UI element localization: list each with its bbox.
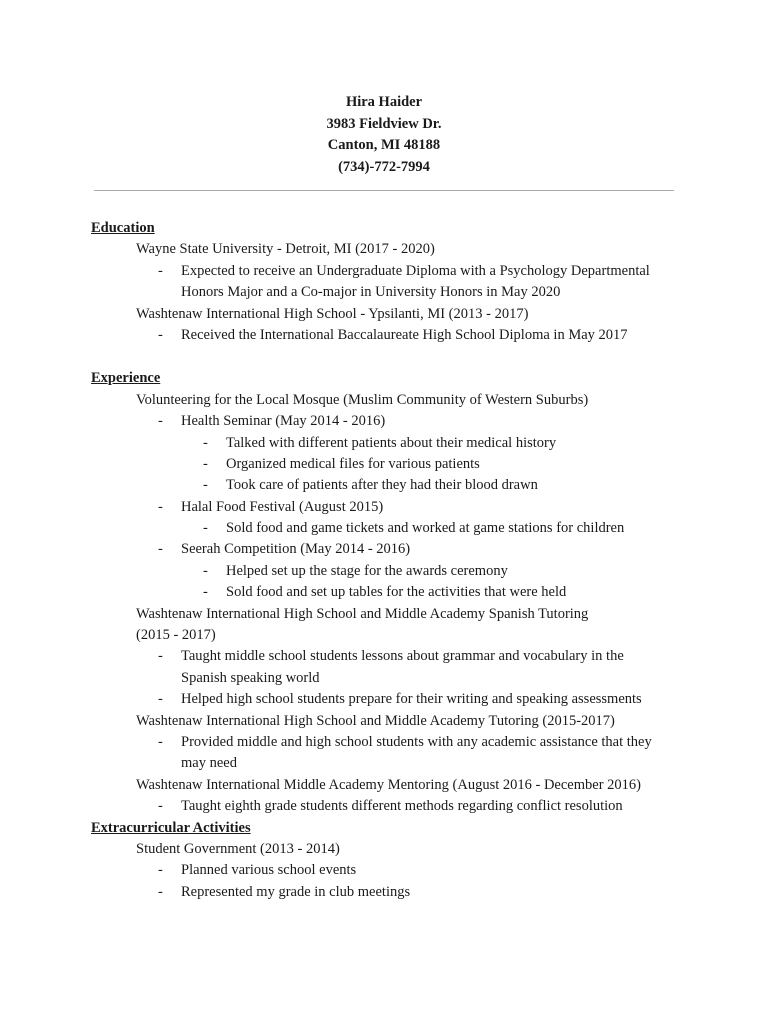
list-item: - Represented my grade in club meetings (0, 882, 768, 903)
bullet-dash: - (158, 798, 163, 815)
bullet-dash: - (203, 455, 208, 472)
sub-list-item: - Sold food and game tickets and worked at game stations for children (0, 518, 768, 539)
applicant-name: Hira Haider (345, 94, 423, 110)
list-item: - Provided middle and high school students with any academic assistance that they (0, 732, 768, 753)
experience-entry-tutoring: Washtenaw International High School and Middle Academy Tutoring (2015-2017) (136, 712, 615, 729)
sub-list-item: - Talked with different patients about their medical history (0, 433, 768, 454)
extracurricular-entry-student-government: Student Government (2013 - 2014) (136, 840, 340, 857)
bullet-dash: - (158, 498, 163, 515)
sub-list-item: - Took care of patients after they had their blood drawn (0, 475, 768, 496)
resume-body (0, 218, 768, 903)
experience-entry-spanish-tutoring-dates: (2015 - 2017) (136, 627, 216, 644)
sub-list-item: - Organized medical files for various patients (0, 454, 768, 475)
experience-entry-mosque: Volunteering for the Local Mosque (Muslim Community of Western Suburbs) (136, 391, 589, 408)
bullet-dash: - (158, 862, 163, 879)
list-item: - Taught eighth grade students different methods regarding conflict resolution (0, 796, 768, 817)
list-item-continuation: Honors Major and a Co-major in University Honors in May 2020 (181, 284, 561, 301)
education-heading: Education (91, 220, 155, 236)
list-item-continuation: Spanish speaking world (181, 669, 320, 686)
extracurricular-heading: Extracurricular Activities (91, 819, 251, 836)
sub-list-item: - Helped set up the stage for the awards ceremony (0, 561, 768, 582)
education-entry-wsu: Wayne State University - Detroit, MI (2017 - 2020) (136, 241, 435, 258)
header-divider (94, 190, 674, 191)
experience-entry-mentoring: Washtenaw International Middle Academy Mentoring (August 2016 - December 2016) (136, 776, 641, 793)
bullet-dash: - (158, 883, 163, 900)
list-item: - Helped high school students prepare for their writing and speaking assessments (0, 689, 768, 710)
list-item: - Taught middle school students lessons about grammar and vocabulary in the (0, 646, 768, 667)
bullet-dash: - (158, 691, 163, 708)
experience-heading: Experience (91, 370, 161, 387)
bullet-dash: - (158, 326, 163, 343)
section-spacer (0, 346, 768, 368)
list-item: - Halal Food Festival (August 2015) (0, 497, 768, 518)
list-item: - Seerah Competition (May 2014 - 2016) (0, 539, 768, 560)
sub-list-item: - Sold food and set up tables for the activities that were held (0, 582, 768, 603)
bullet-dash: - (158, 262, 163, 279)
list-item: - Health Seminar (May 2014 - 2016) (0, 411, 768, 432)
bullet-dash: - (203, 520, 208, 537)
phone-number: (734)-772-7994 (338, 158, 430, 175)
list-item: - Received the International Baccalaureate High School Diploma in May 2017 (0, 325, 768, 346)
education-entry-wihi: Washtenaw International High School - Ypsilanti, MI (2013 - 2017) (136, 305, 529, 322)
bullet-dash: - (203, 434, 208, 451)
bullet-dash: - (203, 477, 208, 494)
bullet-dash: - (158, 541, 163, 558)
experience-entry-spanish-tutoring: Washtenaw International High School and Middle Academy Spanish Tutoring (136, 605, 589, 622)
list-item: - Expected to receive an Undergraduate Diploma with a Psychology Departmental (0, 261, 768, 282)
bullet-dash: - (203, 562, 208, 579)
bullet-dash: - (203, 584, 208, 601)
street-address: 3983 Fieldview Dr. (326, 115, 442, 132)
bullet-dash: - (158, 733, 163, 750)
resume-header (0, 92, 768, 178)
list-item: - Planned various school events (0, 860, 768, 881)
bullet-dash: - (158, 413, 163, 430)
city-state-zip: Canton, MI 48188 (327, 137, 441, 153)
list-item-continuation: may need (181, 755, 237, 772)
bullet-dash: - (158, 648, 163, 665)
